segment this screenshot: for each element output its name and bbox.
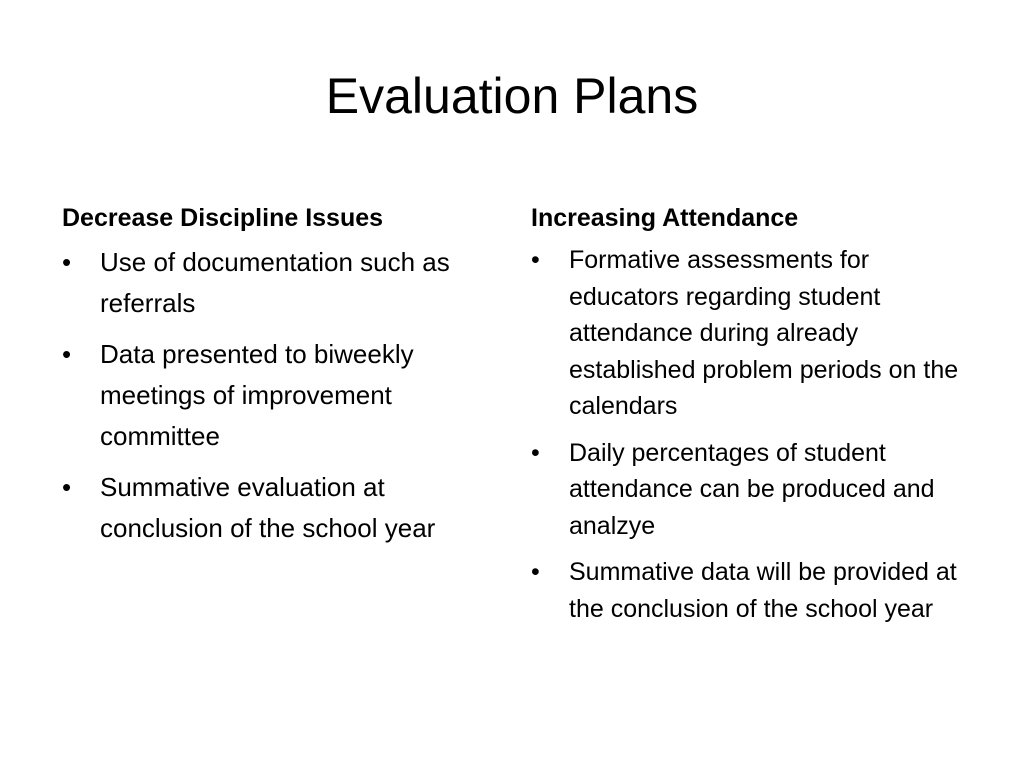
slide-title: Evaluation Plans: [325, 68, 699, 124]
list-item-text: Formative assessments for educators regarding student attendance during already established problem periods on the calendars: [569, 246, 959, 420]
right-column-heading: Increasing Attendance: [531, 204, 799, 232]
list-item-text: Use of documentation such as referrals: [100, 247, 450, 318]
bullet-icon: •: [62, 247, 72, 277]
bullet-icon: •: [62, 472, 72, 502]
left-bullet-list: [62, 242, 502, 549]
bullet-icon: •: [62, 339, 72, 369]
list-item: [62, 467, 502, 549]
left-column: [62, 198, 502, 559]
bullet-icon: •: [531, 246, 540, 274]
list-item: [62, 242, 502, 324]
list-item-text: Data presented to biweekly meetings of improvement committee: [100, 339, 414, 451]
list-item-text: Summative data will be provided at the conclusion of the school year: [569, 558, 957, 623]
right-bullet-list: [531, 242, 971, 627]
right-column: [531, 198, 971, 637]
left-column-heading: Decrease Discipline Issues: [62, 204, 384, 232]
list-item-text: Summative evaluation at conclusion of the school year: [100, 472, 436, 543]
bullet-icon: •: [531, 438, 540, 467]
list-item: [62, 334, 502, 457]
list-item: [531, 242, 971, 425]
list-item: [531, 435, 971, 545]
bullet-icon: •: [531, 558, 540, 586]
list-item: [531, 554, 971, 627]
list-item-text: Daily percentages of student attendance can be produced and analzye: [569, 438, 935, 540]
